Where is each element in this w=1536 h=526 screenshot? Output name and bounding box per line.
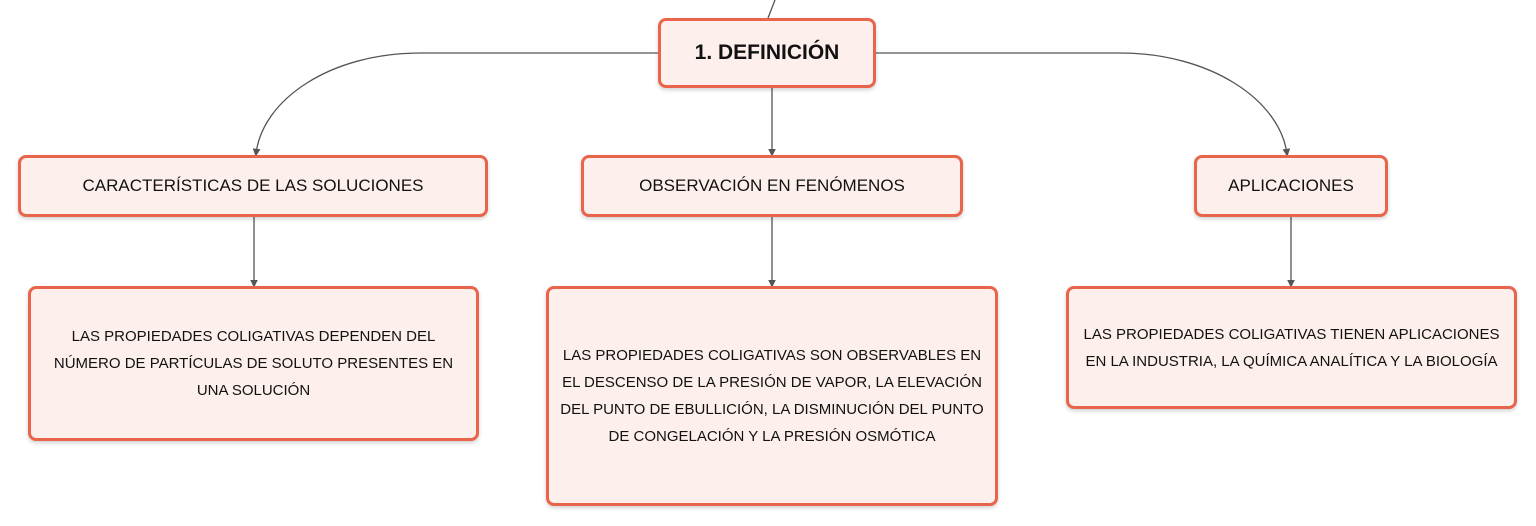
connector-root-to-aplicaciones (876, 53, 1287, 154)
detail-text: LAS PROPIEDADES COLIGATIVAS SON OBSERVABLES EN EL DESCENSO DE LA PRESIÓN DE VAPOR, LA ELEVACIÓN DEL PUNTO DE EBULLICIÓN, LA DISMINUCIÓN DEL PUNTO DE CONGELACIÓN Y LA PRESIÓN OSMÓTICA (560, 347, 984, 445)
node-observacion-fenomenos[interactable] (581, 155, 963, 217)
node-label: CARACTERÍSTICAS DE LAS SOLUCIONES (82, 176, 424, 195)
root-node-label: 1. DEFINICIÓN (694, 41, 840, 64)
connector-root-to-caracteristicas (256, 53, 658, 154)
detail-text: LAS PROPIEDADES COLIGATIVAS TIENEN APLICACIONES EN LA INDUSTRIA, LA QUÍMICA ANALÍTICA Y LA BIOLOGÍA (1083, 325, 1500, 370)
node-label: APLICACIONES (1228, 176, 1354, 195)
detail-text: LAS PROPIEDADES COLIGATIVAS DEPENDEN DEL NÚMERO DE PARTÍCULAS DE SOLUTO PRESENTES EN UNA SOLUCIÓN (53, 328, 454, 399)
root-node-definicion[interactable] (658, 18, 876, 88)
detail-node-aplicaciones[interactable] (1066, 286, 1517, 409)
node-aplicaciones[interactable] (1194, 155, 1388, 217)
detail-node-caracteristicas[interactable] (28, 286, 479, 441)
node-label: OBSERVACIÓN EN FENÓMENOS (639, 176, 905, 195)
node-caracteristicas-soluciones[interactable] (18, 155, 488, 217)
incoming-connector (768, 0, 775, 18)
detail-node-observacion[interactable] (546, 286, 998, 506)
